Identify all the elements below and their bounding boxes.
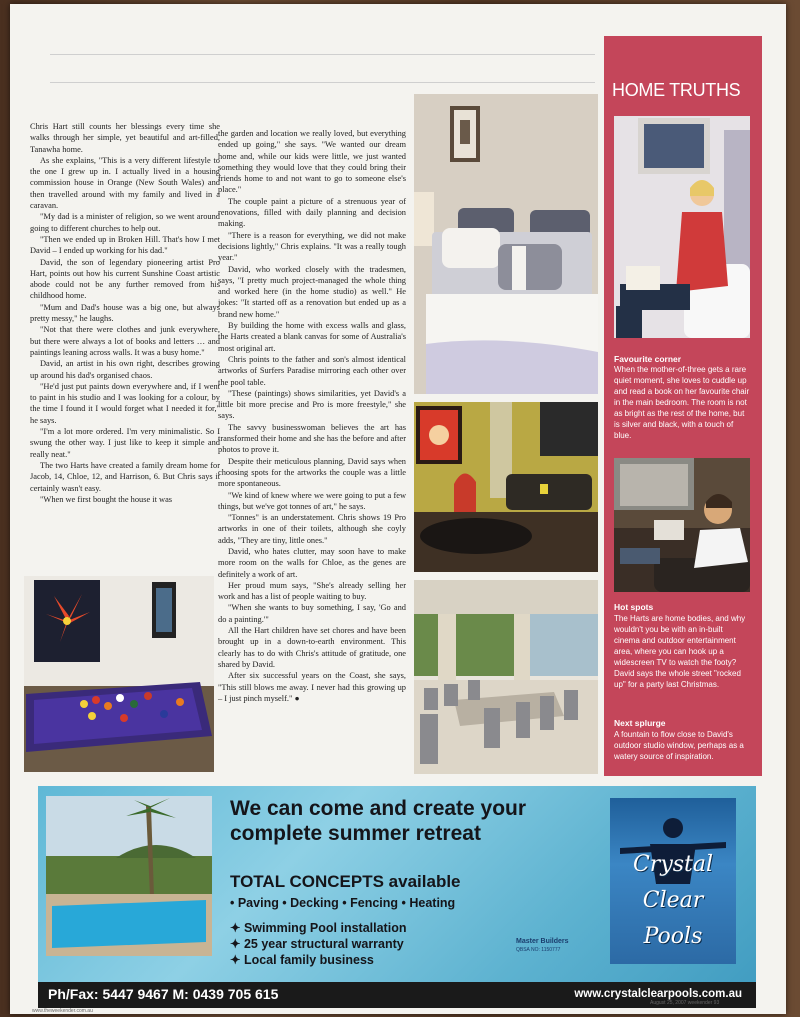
paragraph: David, who worked closely with the tradesmen, says, "I pretty much project-managed the whole thing and worked here (in the home studio) as well." He jokes: "It started off as a renovation but ended up as a brand new home." <box>218 264 406 319</box>
paragraph: "He'd just put paints down everywhere and, if I went to paint in his studio and I was looking for a colour, by the time I found it I would forget what I needed it for," he says. <box>30 381 220 425</box>
paragraph: "When we first bought the house it was <box>40 494 173 504</box>
paragraph: All the Hart children have set chores and have been brought up in a down-to-earth environment. This clearly has to do with Chris's attitude of gratitude, one shared by David. <box>218 626 406 669</box>
paragraph: "Then we ended up in Broken Hill. That's how I met David – I ended up working for his dad." <box>30 234 220 256</box>
paragraph: As she explains, "This is a very different lifestyle to the one I grew up in. I actually lived in a housing commission house in Orange (New South Wales) and then travelled around with my family and lived in a caravan. <box>30 155 220 211</box>
paragraph: Despite their meticulous planning, David says when choosing spots for the artworks the couple was a little more spontaneous. <box>218 456 406 489</box>
ad-feature: ✦ Swimming Pool installation <box>230 921 407 935</box>
next-splurge-text: A fountain to flow close to David's outdoor studio window, perhaps as a watery source of inspiration. <box>614 730 744 761</box>
ad-feature: ✦ 25 year structural warranty <box>230 937 404 951</box>
crystal-clear-pools-ad <box>38 786 756 1008</box>
ad-feature: ✦ Local family business <box>230 953 374 967</box>
paragraph: "Mum and Dad's house was a big one, but always pretty messy," he laughs. <box>30 302 220 324</box>
ad-website: www.crystalclearpools.com.au <box>574 988 742 1000</box>
paragraph: David, an artist in his own right, describes growing up around his dad's organised chaos. <box>30 359 220 380</box>
footer-left: www.theweekender.com.au <box>32 1008 93 1014</box>
paragraph: Her proud mum says, "She's already selling her work and has a list of people waiting to buy. <box>218 580 406 602</box>
outdoor-area-photo <box>414 580 598 774</box>
article-column-1 <box>30 121 220 505</box>
bedroom-photo <box>414 94 598 394</box>
crystal-clear-pools-logo: Crystal Clear Pools <box>610 798 736 964</box>
billiard-room-photo <box>24 576 214 772</box>
ad-contact-strip <box>38 982 756 1008</box>
paragraph: the garden and location we really loved, but everything ended up going," she says. "We wanted our dream home and, while our kids were little, we just wanted something they would love that they could bring their friends home to and not want to go to someone else's place." <box>218 129 406 195</box>
footer-right: August 25, 2007 weekender 93 <box>650 1000 720 1006</box>
favourite-corner-text: When the mother-of-three gets a rare quiet moment, she loves to cuddle up and read a book on her favourite chair in the main bedroom. The room is not as bright as the rest of the home, but is silver and black, with a touch of blue. <box>614 365 750 440</box>
ad-subheadline: TOTAL CONCEPTS available <box>230 872 461 891</box>
paragraph: "My dad is a minister of religion, so we went around going to different churches to help out. <box>30 212 220 233</box>
ad-features <box>230 920 406 968</box>
article-column-2 <box>218 128 406 704</box>
paragraph: "There is a reason for everything, we did not make decisions lightly," Chris explains. "It was a really tough year." <box>218 230 406 263</box>
magazine-page <box>10 4 786 1014</box>
paragraph: The couple paint a picture of a strenuous year of renovations, filled with daily planning and decision making. <box>218 196 406 229</box>
next-splurge-heading: Next splurge <box>614 718 666 728</box>
paragraph: David, who hates clutter, may soon have to make more room on the walls for Chloe, as the genes are definitely a work of art. <box>218 546 406 579</box>
paragraph: "Not that there were clothes and junk everywhere, but there were always a lot of books and letters … and paintings leaning across walls. It was a busy home." <box>30 325 220 357</box>
hot-spots-heading: Hot spots <box>614 602 654 612</box>
hot-spots-text: The Harts are home bodies, and why wouldn't you be with an in-built cinema and outdoor entertainment area, where you can hook up a widescreen TV to watch the footy? David says the whole street "rocked up" for a party last Christmas. <box>614 614 746 689</box>
ad-phone-number: Ph/Fax: 5447 9467 M: 0439 705 615 <box>48 986 279 1002</box>
paragraph: "We kind of knew where we were going to put a few things, but we've got tonnes of art," he says. <box>218 490 406 511</box>
david-portrait-photo <box>614 458 750 592</box>
master-builders-logo: Master Builders QBSA NO: 1150777 <box>516 938 569 953</box>
ad-headline: We can come and create your complete summer retreat <box>230 797 527 845</box>
favourite-corner-heading: Favourite corner <box>614 354 682 364</box>
ad-services: • Paving • Decking • Fencing • Heating <box>230 896 456 910</box>
paragraph: David, the son of legendary pioneering artist Pro Hart, points out how his current Sunshine Coast artistic abode could not be any further removed from his childhood home. <box>30 257 220 301</box>
cinema-room-photo <box>414 402 598 572</box>
paragraph: The two Harts have created a family dream home for Jacob, 14, Chloe, 12, and Harrison, 6. But Chris says it certainly wasn't easy. <box>30 460 220 493</box>
sidebar-title: HOME TRUTHS <box>612 80 741 100</box>
paragraph: The savvy businesswoman believes the art has transformed their home and she has the before and after photos to prove it. <box>218 422 406 455</box>
paragraph: After six successful years on the Coast, she says, "This still blows me away. I never had this growing up – I just pinch myself." ● <box>218 671 406 703</box>
paragraph: "When she wants to buy something, I say, 'Go and do a painting.'" <box>218 603 406 624</box>
paragraph: "These (paintings) shows similarities, yet David's a little bit more precise and Pro is more freestyle," she says. <box>218 388 406 421</box>
pool-photo <box>46 796 212 956</box>
paragraph: Chris Hart still counts her blessings every time she walks through her simple, yet beautiful and art-filled, Tanawha home. <box>30 122 220 154</box>
header-rule-2 <box>50 82 595 83</box>
paragraph: "I'm a lot more ordered. I'm very minimalistic. So I swung the other way. I just like to keep it simple and really neat." <box>30 427 220 459</box>
header-rule <box>50 54 595 55</box>
paragraph: "Tonnes" is an understatement. Chris shows 19 Pro artworks in one of their toilets, although she coyly adds, "They are tiny, little ones." <box>218 513 406 545</box>
home-truths-sidebar <box>604 36 762 776</box>
paragraph: By building the home with excess walls and glass, the Harts created a blank canvas for some of Australia's most original art. <box>218 321 406 353</box>
paragraph: Chris points to the father and son's almost identical artworks of Surfers Paradise mirroring each other over the pool table. <box>218 354 406 387</box>
chris-portrait-photo <box>614 116 750 338</box>
